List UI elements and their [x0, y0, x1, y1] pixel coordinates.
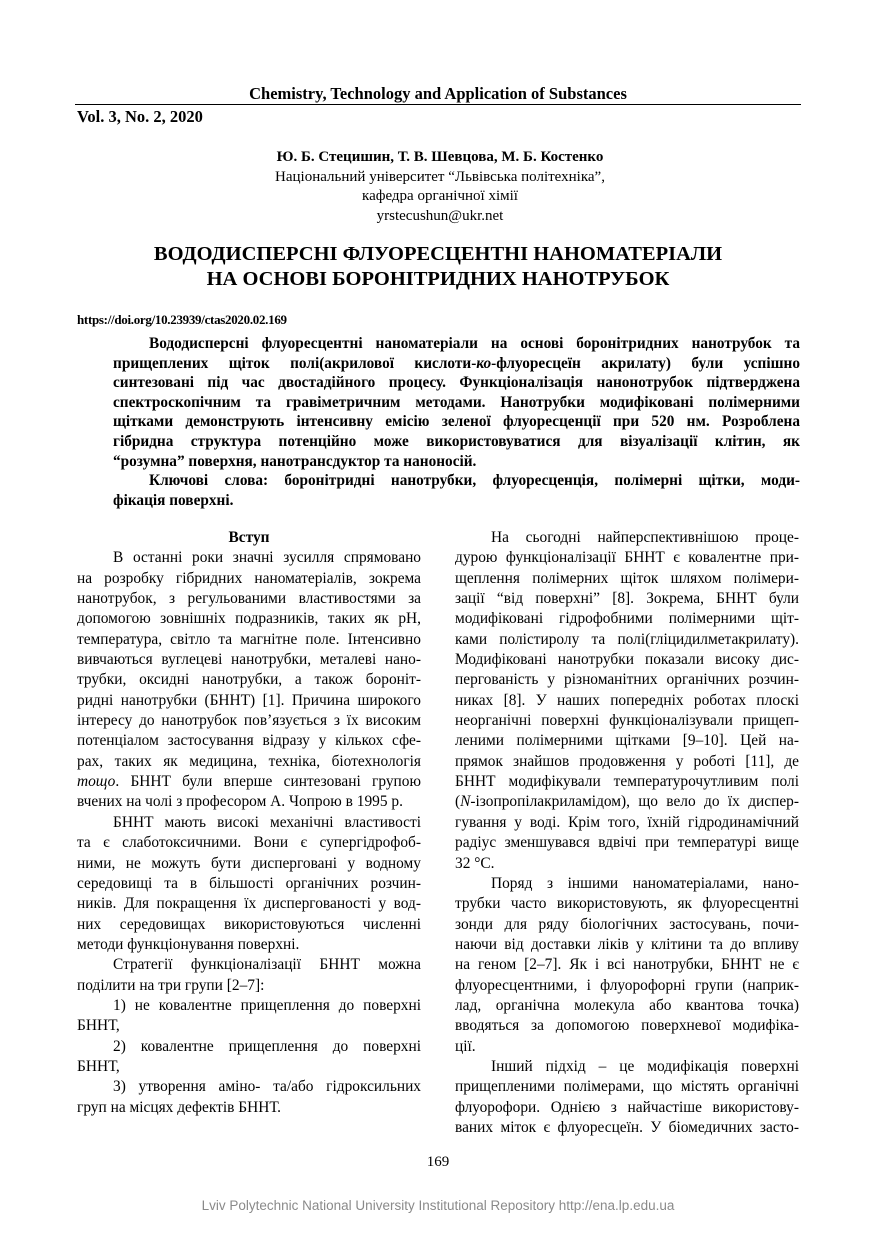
text-line: [77, 548, 421, 568]
text-segment: нанотрубок, з регульованими властивостями за: [77, 590, 421, 608]
text-segment: зації “від поверхні” [8]. Зокрема, БННТ були: [455, 590, 799, 608]
text-line: [77, 691, 421, 711]
text-segment: поділити на три групи [2–7]:: [77, 976, 265, 994]
italic-text: тощо: [77, 773, 116, 791]
abstract: [113, 334, 800, 510]
text-segment: інтересу до нанотрубок пов’язується з їх високим: [77, 712, 421, 730]
affiliation-department: кафедра органічної хімії: [362, 188, 518, 204]
text-segment: радіус зменшувався вдвічі при температурі вище: [455, 834, 799, 852]
text-segment: фікація поверхні.: [113, 491, 234, 509]
text-segment: БННТ модифікували температурочутливим полі: [455, 773, 799, 791]
text-segment: -ізопропілакриламідом), що вело до їх диспер-: [470, 793, 799, 811]
text-line: [455, 772, 799, 792]
text-segment: БННТ мають високі механічні властивості: [113, 813, 421, 831]
text-segment: температура, світло та магнітне поле. Інтенсивно: [77, 630, 421, 648]
text-segment: ників. Для покращення їх диспергованості у вод-: [77, 895, 421, 913]
text-line: [77, 874, 421, 894]
text-line: [77, 569, 421, 589]
text-segment: ції.: [455, 1037, 476, 1055]
text-line: [77, 752, 421, 772]
text-line: [455, 996, 799, 1016]
text-line: [77, 650, 421, 670]
text-line: [77, 915, 421, 935]
text-line: [77, 1037, 421, 1057]
text-segment: щеплення полімерних щіток шляхом полімери-: [455, 569, 799, 587]
header-divider: [75, 104, 801, 105]
text-line: [455, 528, 799, 548]
text-line: [455, 609, 799, 629]
text-line: [77, 996, 421, 1016]
text-line: [455, 792, 799, 812]
text-line: [455, 874, 799, 894]
text-segment: 2) ковалентне прищеплення до поверхні: [113, 1037, 421, 1055]
text-segment: ками полістиролу та полі(гліцидилметакрилату).: [455, 630, 799, 648]
text-segment: 1) не ковалентне прищеплення до поверхні: [113, 996, 421, 1014]
text-segment: рах, таких як медицина, техніка, біотехнологія: [77, 752, 421, 770]
section-heading: [77, 528, 421, 548]
text-segment: трубки, оксидні нанотрубки, а також бороніт-: [77, 671, 421, 689]
affiliation-university: Національний університет “Львівська політехніка”,: [275, 168, 605, 185]
author-email[interactable]: yrstecushun@ukr.net: [376, 207, 504, 224]
journal-title: Chemistry, Technology and Application of Substances: [249, 84, 627, 103]
text-segment: “розумна” поверхня, нанотрансдуктор та нанонoсій.: [113, 452, 477, 470]
text-segment: допомогою зовнішніх подразників, таких як pH,: [77, 610, 421, 628]
text-line: [455, 854, 799, 874]
text-segment: лад, органічна молекула або квантова точка): [455, 996, 799, 1014]
text-segment: ваних міток є флуоресцеїн. У біомедичних засто-: [455, 1118, 799, 1136]
text-segment: Ключові слова: боронітридні нанотрубки, флуоресценція, полімерні щітки, моди-: [149, 472, 800, 490]
text-line: [455, 1037, 799, 1057]
text-segment: 3) утворення аміно- та/або гідроксильних: [113, 1078, 421, 1096]
text-line: [455, 691, 799, 711]
text-segment: Модифіковані нанотрубки показали високу дис-: [455, 651, 799, 669]
text-line: [113, 452, 800, 472]
text-segment: леними полімерними щітками [9–10]. Цей на-: [455, 732, 799, 750]
text-line: [455, 1098, 799, 1118]
text-segment: В останні роки значні зусилля спрямовано: [113, 549, 421, 567]
text-line: [455, 1077, 799, 1097]
left-column: [77, 528, 421, 1118]
text-line: [455, 976, 799, 996]
text-segment: ними, не можуть бути дисперговані у водному: [77, 854, 421, 872]
text-segment: щітками демонструють інтенсивну емісію зеленої флуоресценції при 520 нм. Розроблена: [113, 413, 800, 431]
text-line: [455, 1057, 799, 1077]
text-segment: модифіковані гідрофобними полімерними щіт-: [455, 610, 799, 628]
text-line: [77, 976, 421, 996]
text-line: [113, 471, 800, 491]
text-segment: неорганічні поверхні функціоналізували прищеп-: [455, 712, 799, 730]
text-line: [77, 1077, 421, 1097]
page-number: 169: [426, 1154, 450, 1170]
text-line: [455, 630, 799, 650]
text-line: [455, 731, 799, 751]
text-segment: -флуоресцеїн акрилату) були успішно: [491, 354, 800, 372]
text-segment: вводяться за допомогою поверхневої модифіка-: [455, 1017, 799, 1035]
article-title-line: НА ОСНОВІ БОРОНІТРИДНИХ НАНОТРУБОК: [206, 268, 670, 290]
text-segment: потенціалом застосування відразу у кількох сфе-: [77, 732, 421, 750]
text-segment: трубки часто використовують, як флуоресцентні: [455, 895, 799, 913]
text-line: [77, 894, 421, 914]
text-line: [77, 1098, 421, 1118]
text-segment: спектроскопічним та гравіметричним методами. Нанотрубки модифіковані полімерними: [113, 393, 800, 411]
text-segment: пергованість у різноманітних органічних розчин-: [455, 671, 799, 689]
text-line: [455, 1118, 799, 1138]
text-segment: На сьогодні найперспективнішою проце-: [491, 529, 799, 546]
text-line: [455, 894, 799, 914]
text-line: [455, 915, 799, 935]
text-segment: вивчаються вуглецеві нанотрубки, металеві нано-: [77, 651, 421, 669]
text-segment: 32 °С.: [455, 854, 495, 872]
text-line: [77, 609, 421, 629]
text-segment: них середовищах використовуються численні: [77, 915, 421, 933]
text-segment: прищепленими полімерами, що містять органічні: [455, 1078, 799, 1096]
text-line: [113, 373, 800, 393]
text-segment: Поряд з іншими наноматеріалами, нано-: [491, 874, 799, 892]
text-line: [77, 630, 421, 650]
article-title: [0, 242, 876, 292]
text-line: [77, 670, 421, 690]
text-line: [77, 935, 421, 955]
text-line: [77, 772, 421, 792]
text-line: [455, 833, 799, 853]
text-segment: вчених на чолі з професором А. Чопрою в 1995 р.: [77, 793, 403, 811]
text-line: [77, 813, 421, 833]
text-line: [77, 833, 421, 853]
text-line: [77, 589, 421, 609]
text-line: [455, 589, 799, 609]
text-segment: гібридна структура потенційно може використовуватися для візуалізації клітин, як: [113, 432, 800, 450]
text-segment: синтезовані під час двостадійного процесу. Функціоналізація нанонотрубок підтверджена: [113, 374, 800, 392]
text-segment: середовищі та в більшості органічних розчин-: [77, 874, 421, 892]
doi-link[interactable]: https://doi.org/10.23939/ctas2020.02.169: [77, 312, 287, 327]
text-segment: Інший підхід – це модифікація поверхні: [491, 1057, 799, 1075]
text-segment: никах [8]. У наших попередніх роботах плоскі: [455, 691, 799, 709]
text-segment: дурою функціоналізації БННТ є ковалентне при-: [455, 549, 799, 567]
text-line: [77, 955, 421, 975]
text-segment: прищеплених щіток полі(акрилової кислоти-: [113, 354, 477, 372]
text-line: [455, 752, 799, 772]
text-segment: флуоресцентними, і флуорофорні групи (наприк-: [455, 976, 799, 994]
text-line: [113, 412, 800, 432]
author-names: Ю. Б. Стецишин, Т. В. Шевцова, М. Б. Костенко: [276, 149, 604, 165]
author-block: [0, 148, 876, 226]
repository-footer: Lviv Polytechnic National University Institutional Repository http://ena.lp.edu.ua: [201, 1198, 675, 1213]
text-line: [113, 393, 800, 413]
text-line: [77, 792, 421, 812]
text-segment: на розробку гібридних наноматеріалів, зокрема: [77, 569, 421, 587]
text-line: [455, 650, 799, 670]
text-segment: Вододисперсні флуоресцентні наноматеріали на основі боронітридних нанотрубок та: [149, 335, 800, 352]
text-segment: ридні нанотрубки (БННТ) [1]. Причина широкого: [77, 691, 421, 709]
text-line: [77, 731, 421, 751]
text-line: [77, 711, 421, 731]
text-segment: груп на місцях дефектів БННТ.: [77, 1098, 282, 1116]
text-segment: (: [455, 793, 461, 811]
italic-text: ко: [476, 354, 492, 372]
text-segment: прямок знайшов продовження у роботі [11], де: [455, 752, 799, 770]
italic-text: N: [460, 793, 471, 811]
text-line: [113, 432, 800, 452]
text-line: [113, 334, 800, 354]
text-line: [77, 1057, 421, 1077]
text-segment: Стратегії функціоналізації БННТ можна: [113, 956, 421, 974]
text-segment: флуорофори. Однією з найчастіше використову-: [455, 1098, 799, 1116]
text-segment: БННТ,: [77, 1017, 120, 1035]
text-segment: на геном [2–7]. Як і всі нанотрубки, БННТ не є: [455, 956, 799, 974]
volume-info: Vol. 3, No. 2, 2020: [77, 107, 203, 126]
text-line: [77, 1016, 421, 1036]
text-line: [455, 670, 799, 690]
text-line: [77, 854, 421, 874]
text-line: [455, 711, 799, 731]
right-column: [455, 528, 799, 1138]
text-line: [113, 491, 800, 511]
text-line: [113, 354, 800, 374]
text-line: [455, 569, 799, 589]
text-segment: зонди для ряду біологічних застосувань, почи-: [455, 915, 799, 933]
text-segment: . БННТ були вперше синтезовані групою: [115, 773, 421, 791]
text-segment: та є слаботоксичними. Вони є супергідрофоб-: [77, 834, 421, 852]
text-segment: БННТ,: [77, 1057, 120, 1075]
text-segment: наючи від доставки ліків у клітини та до впливу: [455, 935, 799, 953]
text-segment: гування у воді. Крім того, їхній гідродинамічний: [455, 813, 799, 831]
text-segment: Вступ: [228, 529, 270, 546]
text-line: [455, 955, 799, 975]
text-line: [455, 548, 799, 568]
text-line: [455, 1016, 799, 1036]
article-title-line: ВОДОДИСПЕРСНІ ФЛУОРЕСЦЕНТНІ НАНОМАТЕРІАЛИ: [153, 243, 723, 265]
text-line: [455, 935, 799, 955]
text-line: [455, 813, 799, 833]
text-segment: методи функціонування поверхні.: [77, 935, 300, 953]
